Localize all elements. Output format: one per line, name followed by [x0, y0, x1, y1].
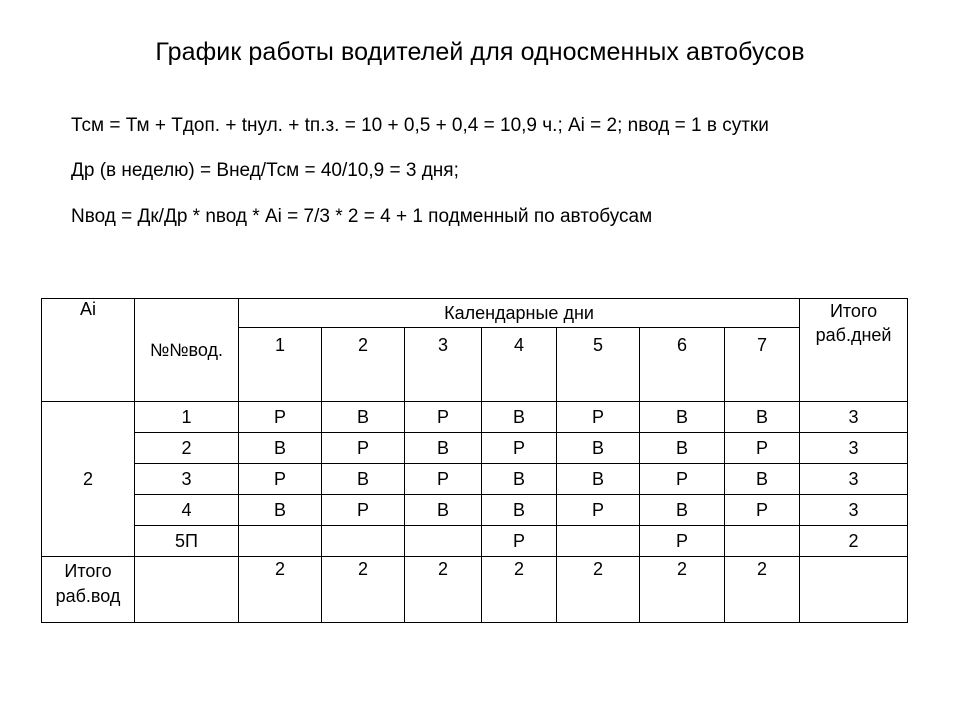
day-status: Р — [482, 526, 557, 557]
day-status — [557, 526, 640, 557]
day-status: В — [640, 433, 725, 464]
day-status: Р — [239, 464, 322, 495]
day-status — [725, 526, 800, 557]
day-total: 2 — [405, 557, 482, 623]
header-day: 4 — [482, 328, 557, 402]
header-total-line1: Итого — [829, 301, 878, 321]
day-status: В — [725, 464, 800, 495]
header-day: 5 — [557, 328, 640, 402]
footer-empty-cell — [800, 557, 908, 623]
day-status: Р — [322, 433, 405, 464]
table-row — [42, 433, 908, 464]
formula-work-days: Др (в неделю) = Внед/Тсм = 40/10,9 = 3 дня; — [71, 160, 459, 181]
day-status: Р — [239, 402, 322, 433]
day-status: В — [482, 402, 557, 433]
footer-label-line2: раб.вод — [55, 586, 121, 606]
day-status: Р — [557, 495, 640, 526]
day-status: Р — [725, 495, 800, 526]
day-status: Р — [482, 433, 557, 464]
day-status: В — [725, 402, 800, 433]
footer-empty-cell — [135, 557, 239, 623]
day-status: В — [405, 495, 482, 526]
schedule-table — [41, 298, 908, 623]
header-day: 3 — [405, 328, 482, 402]
formula-shift-time: Тсм = Тм + Тдоп. + tнул. + tп.з. = 10 + 0,5 + 0,4 = 10,9 ч.; Ai = 2; nвод = 1 в сутки — [71, 115, 769, 136]
header-total-line2: раб.дней — [815, 325, 892, 345]
header-ai: Ai — [42, 299, 135, 402]
day-status: В — [239, 433, 322, 464]
day-status: В — [640, 495, 725, 526]
table-row — [42, 402, 908, 433]
page-title: График работы водителей для односменных автобусов — [155, 38, 805, 66]
driver-number: 5П — [135, 526, 239, 557]
day-status: Р — [640, 526, 725, 557]
header-day: 6 — [640, 328, 725, 402]
header-driver-number: №№вод. — [135, 299, 239, 402]
day-status: В — [482, 495, 557, 526]
header-day: 2 — [322, 328, 405, 402]
day-status: Р — [405, 464, 482, 495]
day-status: Р — [405, 402, 482, 433]
day-status: В — [239, 495, 322, 526]
day-total: 2 — [482, 557, 557, 623]
driver-number: 3 — [135, 464, 239, 495]
day-status: Р — [557, 402, 640, 433]
driver-number: 4 — [135, 495, 239, 526]
header-total-work-days — [800, 299, 908, 402]
header-day: 1 — [239, 328, 322, 402]
table-row — [42, 495, 908, 526]
row-total: 3 — [800, 464, 908, 495]
day-total: 2 — [239, 557, 322, 623]
footer-total-drivers-label — [42, 557, 135, 623]
day-total: 2 — [725, 557, 800, 623]
day-status: Р — [640, 464, 725, 495]
day-status: В — [557, 464, 640, 495]
ai-value: 2 — [42, 402, 135, 557]
footer-label-line1: Итого — [64, 561, 112, 581]
row-total: 3 — [800, 495, 908, 526]
driver-number: 1 — [135, 402, 239, 433]
day-status — [405, 526, 482, 557]
day-total: 2 — [557, 557, 640, 623]
day-status: В — [322, 402, 405, 433]
formula-driver-count: Nвод = Дк/Др * nвод * Ai = 7/3 * 2 = 4 + 1 подменный по автобусам — [71, 206, 653, 227]
table-row — [42, 464, 908, 495]
totals-row — [42, 557, 908, 623]
day-status: Р — [322, 495, 405, 526]
day-total: 2 — [640, 557, 725, 623]
row-total: 3 — [800, 402, 908, 433]
table-row — [42, 526, 908, 557]
day-status: В — [405, 433, 482, 464]
driver-number: 2 — [135, 433, 239, 464]
day-total: 2 — [322, 557, 405, 623]
day-status: В — [322, 464, 405, 495]
header-calendar-days: Календарные дни — [239, 299, 800, 328]
row-total: 3 — [800, 433, 908, 464]
day-status — [239, 526, 322, 557]
day-status — [322, 526, 405, 557]
header-day: 7 — [725, 328, 800, 402]
day-status: Р — [725, 433, 800, 464]
day-status: В — [557, 433, 640, 464]
row-total: 2 — [800, 526, 908, 557]
day-status: В — [482, 464, 557, 495]
day-status: В — [640, 402, 725, 433]
